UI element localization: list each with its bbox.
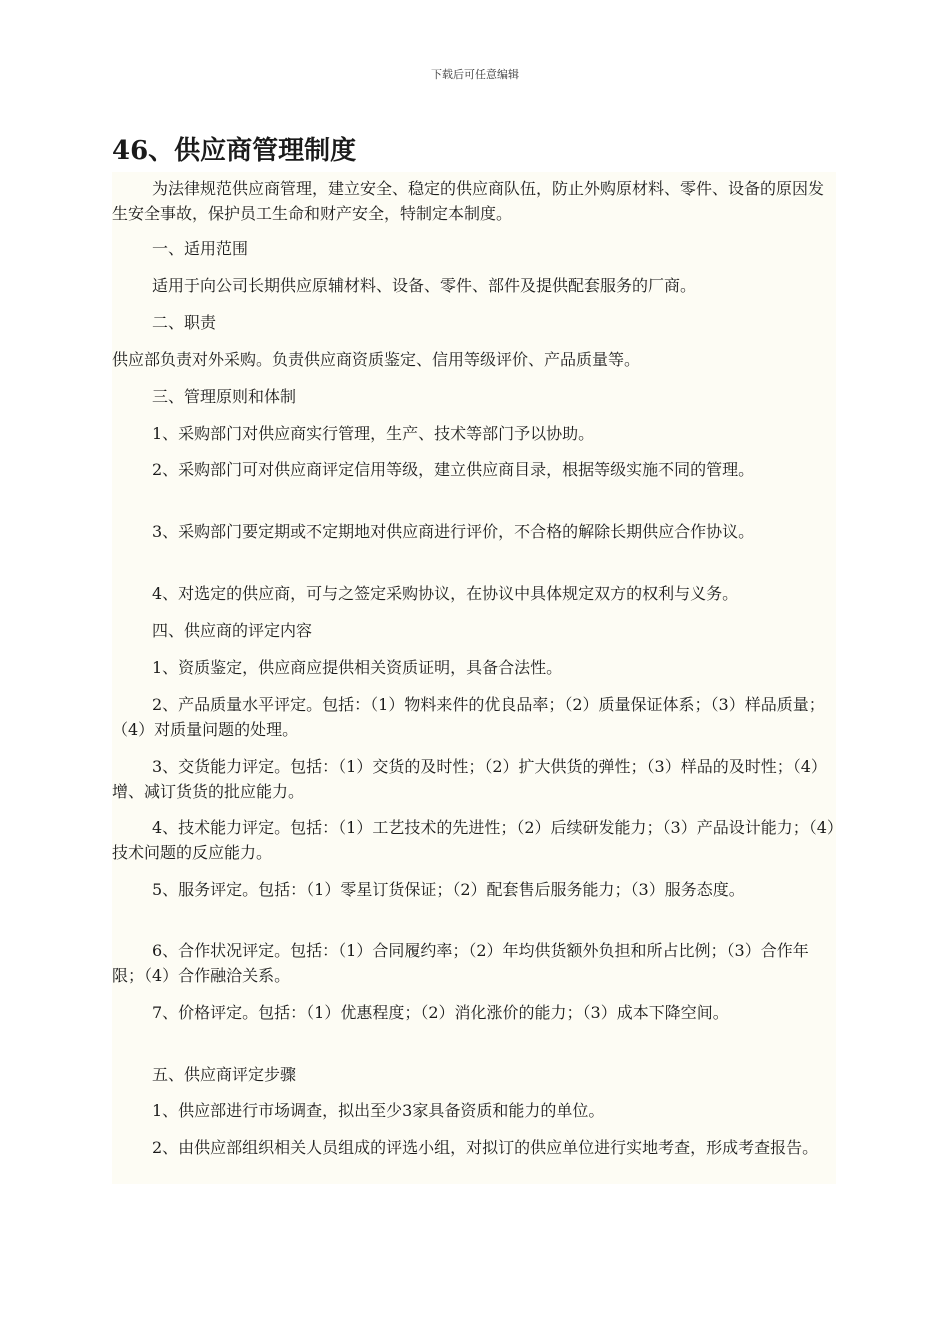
paragraph-step-1: 1、供应部进行市场调查，拟出至少3家具备资质和能力的单位。 xyxy=(152,1101,605,1120)
paragraph-principle-1: 1、采购部门对供应商实行管理，生产、技术等部门予以协助。 xyxy=(152,424,595,443)
paragraph-scope: 适用于向公司长期供应原辅材料、设备、零件、部件及提供配套服务的厂商。 xyxy=(152,276,697,295)
paragraph-principle-2: 2、采购部门可对供应商评定信用等级，建立供应商目录，根据等级实施不同的管理。 xyxy=(152,460,755,479)
document-body xyxy=(112,172,836,1184)
section-heading-steps: 五、供应商评定步骤 xyxy=(152,1065,297,1084)
paragraph-criteria-7: 7、价格评定。包括：（1）优惠程度；（2）消化涨价的能力；（3）成本下降空间。 xyxy=(152,1003,729,1022)
intro-paragraph: 为法律规范供应商管理，建立安全、稳定的供应商队伍，防止外购原材料、零件、设备的原因发生安全事故，保护员工生命和财产安全，特制定本制度。 xyxy=(112,179,825,223)
paragraph-step-2: 2、由供应部组织相关人员组成的评选小组，对拟订的供应单位进行实地考查，形成考查报告。 xyxy=(152,1138,819,1157)
paragraph-duties: 供应部负责对外采购。负责供应商资质鉴定、信用等级评价、产品质量等。 xyxy=(112,350,641,369)
section-heading-principles: 三、管理原则和体制 xyxy=(152,387,297,406)
page-title: 46、供应商管理制度 xyxy=(112,136,357,166)
paragraph-criteria-6: 6、合作状况评定。包括：（1）合同履约率；（2）年均供货额外负担和所占比例；（3）合作年限；（4）合作融洽关系。 xyxy=(112,941,809,985)
paragraph-principle-4: 4、对选定的供应商，可与之签定采购协议，在协议中具体规定双方的权利与义务。 xyxy=(152,584,739,603)
paragraph-criteria-4: 4、技术能力评定。包括：（1）工艺技术的先进性；（2）后续研发能力；（3）产品设计能力；（4）技术问题的反应能力。 xyxy=(112,818,835,862)
paragraph-criteria-5: 5、服务评定。包括：（1）零星订货保证；（2）配套售后服务能力；（3）服务态度。 xyxy=(152,880,745,899)
paragraph-criteria-3: 3、交货能力评定。包括：（1）交货的及时性；（2）扩大供货的弹性；（3）样品的及时性；（4）增、减订货货的批应能力。 xyxy=(112,757,827,801)
section-heading-criteria: 四、供应商的评定内容 xyxy=(152,621,313,640)
section-heading-scope: 一、适用范围 xyxy=(152,239,249,258)
page-header: 下载后可任意编辑 xyxy=(431,68,519,81)
paragraph-criteria-2: 2、产品质量水平评定。包括：（1）物料来件的优良品率；（2）质量保证体系；（3）样品质量；（4）对质量问题的处理。 xyxy=(112,695,825,739)
paragraph-principle-3: 3、采购部门要定期或不定期地对供应商进行评价，不合格的解除长期供应合作协议。 xyxy=(152,522,755,541)
paragraph-criteria-1: 1、资质鉴定，供应商应提供相关资质证明，具备合法性。 xyxy=(152,658,563,677)
section-heading-duties: 二、职责 xyxy=(152,313,217,332)
